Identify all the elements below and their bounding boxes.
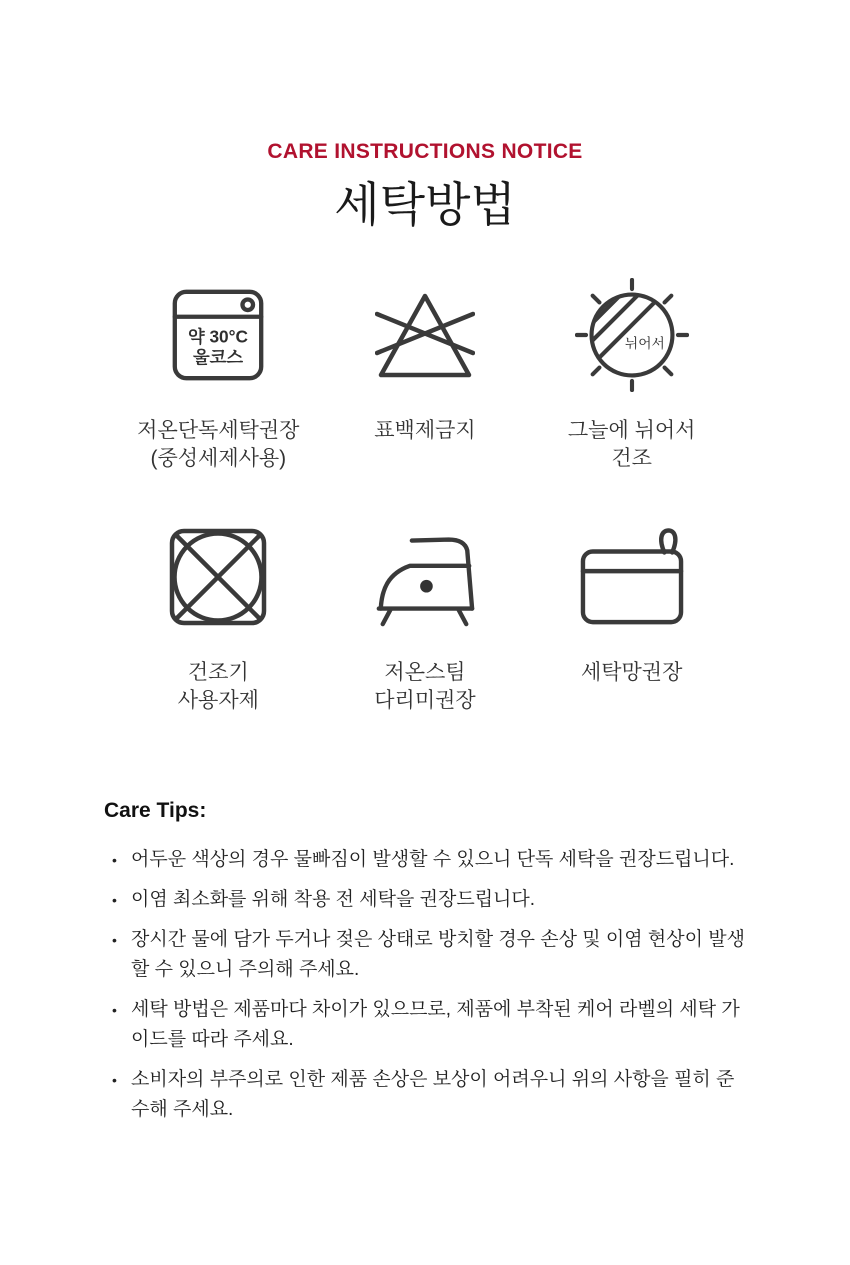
- care-symbol-no-bleach: [322, 279, 529, 473]
- symbol-label: [374, 417, 475, 445]
- icon-box: [578, 521, 686, 633]
- care-symbol-shade-dry: [528, 279, 735, 473]
- icon-box: [371, 521, 478, 633]
- symbol-label-line: (중성세제사용): [150, 447, 287, 470]
- care-symbol-machine-wash: [115, 279, 322, 473]
- symbol-label: [581, 659, 682, 687]
- symbol-label: [178, 659, 259, 715]
- symbol-label: [374, 659, 475, 715]
- icon-box: [167, 521, 269, 633]
- symbol-label-line: 다리미권장: [374, 689, 476, 712]
- care-symbols-grid: [115, 279, 735, 715]
- care-symbol-no-tumble-dry: [115, 521, 322, 715]
- symbol-label-line: 저온스팀: [384, 661, 466, 684]
- care-tip-item: • 이염 최소화를 위해 착용 전 세탁을 권장드립니다.: [104, 885, 746, 915]
- machine-course-text: 울코스: [193, 346, 244, 367]
- care-tip-item: • 장시간 물에 담가 두거나 젖은 상태로 방치할 경우 손상 및 이염 현상이 발생할 수 있으니 주의해 주세요.: [104, 925, 746, 985]
- care-symbol-laundry-net: [528, 521, 735, 715]
- symbol-label: [568, 417, 696, 473]
- sun-inner-text: 뉘어서: [624, 335, 665, 351]
- care-tip-item: • 소비자의 부주의로 인한 제품 손상은 보상이 어려우니 위의 사항을 필히 준수해 주세요.: [104, 1065, 746, 1125]
- notice-eyebrow: CARE INSTRUCTIONS NOTICE: [267, 140, 583, 163]
- care-tips-section: [104, 799, 746, 1125]
- icon-box: [575, 279, 689, 391]
- shade-flat-dry-icon: [575, 278, 689, 392]
- symbol-label-line: 저온단독세탁권장: [137, 419, 300, 442]
- machine-wash-icon: [170, 287, 266, 383]
- care-symbol-steam-iron: [322, 521, 529, 715]
- icon-box: [170, 279, 266, 391]
- symbol-label-line: 표백제금지: [374, 419, 476, 442]
- care-tip-item: • 어두운 색상의 경우 물빠짐이 발생할 수 있으니 단독 세탁을 권장드립니다.: [104, 845, 746, 875]
- care-tips-heading: Care Tips:: [104, 799, 207, 822]
- symbol-label-line: 건조기: [187, 661, 249, 684]
- icon-box: [375, 279, 475, 391]
- low-steam-iron-icon: [371, 526, 478, 628]
- laundry-net-icon: [578, 526, 686, 628]
- care-tip-item: • 세탁 방법은 제품마다 차이가 있으므로, 제품에 부착된 케어 라벨의 세탁 가이드를 따라 주세요.: [104, 995, 746, 1055]
- no-tumble-dry-icon: [167, 526, 269, 628]
- symbol-label: [137, 417, 299, 473]
- care-tips-list: [104, 845, 746, 1125]
- symbol-label-line: 건조: [611, 447, 652, 470]
- machine-temp-text: 약 30°C: [188, 326, 249, 347]
- symbol-label-line: 그늘에 뉘어서: [567, 419, 696, 442]
- symbol-label-line: 사용자제: [177, 689, 259, 712]
- no-bleach-icon: [375, 291, 475, 379]
- page-title: 세탁방법: [334, 178, 516, 231]
- symbol-label-line: 세탁망권장: [580, 661, 683, 684]
